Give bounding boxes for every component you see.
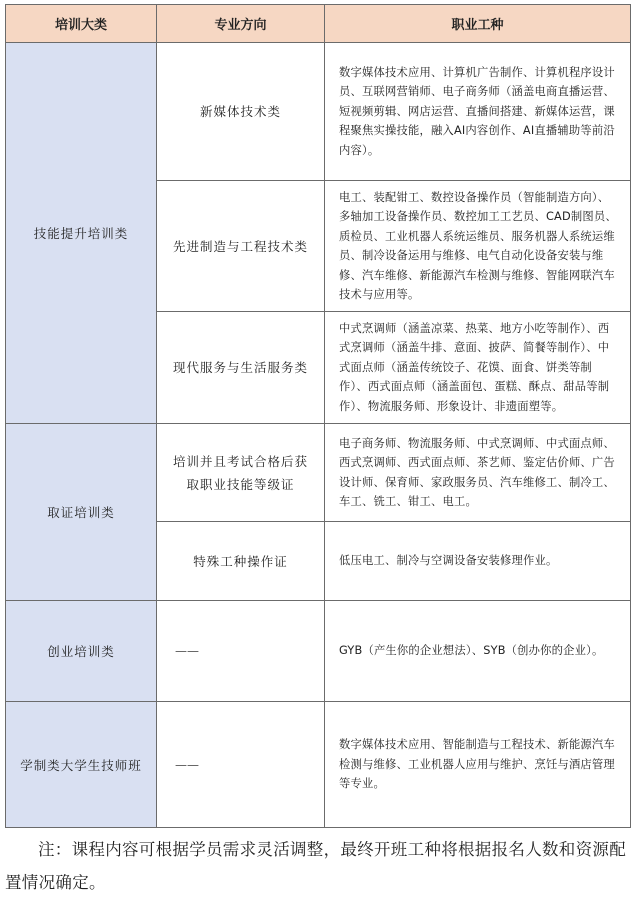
direction-advanced-manufacturing: 先进制造与工程技术类 — [172, 238, 308, 254]
direction-empty: —— — [175, 757, 199, 772]
header-jobs: 职业工种 — [451, 18, 504, 33]
jobs-advanced-manufacturing: 电工、装配钳工、数控设备操作员（智能制造方向）、多轴加工设备操作员、数控加工工艺员、CAD制图员、质检员、工业机器人系统运维员、服务机器人系统运维员、制冷设备运用与维修、电气自动化设备安装与维修、汽车维修、新能源汽车检测与维修、智能网联汽车技术与应用等。 — [339, 190, 617, 301]
direction-empty: —— — [175, 644, 199, 658]
jobs-special-operation: 低压电工、制冷与空调设备安装修理作业。 — [339, 554, 558, 568]
course-table — [5, 4, 631, 828]
header-category: 培训大类 — [54, 18, 107, 33]
category-technician-class: 学制类大学生技师班 — [20, 757, 142, 773]
jobs-modern-services: 中式烹调师（涵盖凉菜、热菜、地方小吃等制作）、西式烹调师（涵盖牛排、意面、披萨、简餐等制作）、中式面点师（涵盖传统饺子、花馍、面食、饼类等制作）、西式面点师（涵盖面包、蛋糕、酥点、甜品等制作）、物流服务师、形象设计、非遗面塑等。 — [339, 321, 610, 413]
jobs-skill-certificate: 电子商务师、物流服务师、中式烹调师、中式面点师、西式烹调师、西式面点师、茶艺师、鉴定估价师、广告设计师、保育师、家政服务员、汽车维修工、制冷工、车工、铣工、钳工、电工。 — [339, 436, 615, 508]
category-certification: 取证培训类 — [47, 505, 115, 520]
jobs-technician-class: 数字媒体技术应用、智能制造与工程技术、新能源汽车检测与维修、工业机器人应用与维护、烹饪与酒店管理等专业。 — [339, 738, 615, 791]
footnote: 注：课程内容可根据学员需求灵活调整，最终开班工种将根据报名人数和资源配置情况确定。 — [5, 840, 626, 892]
category-skill-upgrade: 技能提升培训类 — [33, 226, 129, 241]
category-entrepreneurship: 创业培训类 — [47, 644, 115, 659]
jobs-entrepreneurship: GYB（产生你的企业想法）、SYB（创办你的企业）。 — [339, 644, 604, 658]
direction-special-operation: 特殊工种操作证 — [193, 553, 288, 569]
direction-modern-services: 现代服务与生活服务类 — [172, 360, 308, 375]
jobs-new-media: 数字媒体技术应用、计算机广告制作、计算机程序设计员、互联网营销师、电子商务师（涵盖电商直播运营、短视频剪辑、网店运营、直播间搭建、新媒体运营，课程聚焦实操技能，融入AI内容创作、AI直播辅助等前沿内容）。 — [339, 65, 615, 157]
direction-skill-certificate: 培训并且考试合格后获取职业技能等级证 — [172, 453, 308, 492]
direction-new-media: 新媒体技术类 — [199, 104, 281, 119]
header-direction: 专业方向 — [214, 18, 267, 33]
